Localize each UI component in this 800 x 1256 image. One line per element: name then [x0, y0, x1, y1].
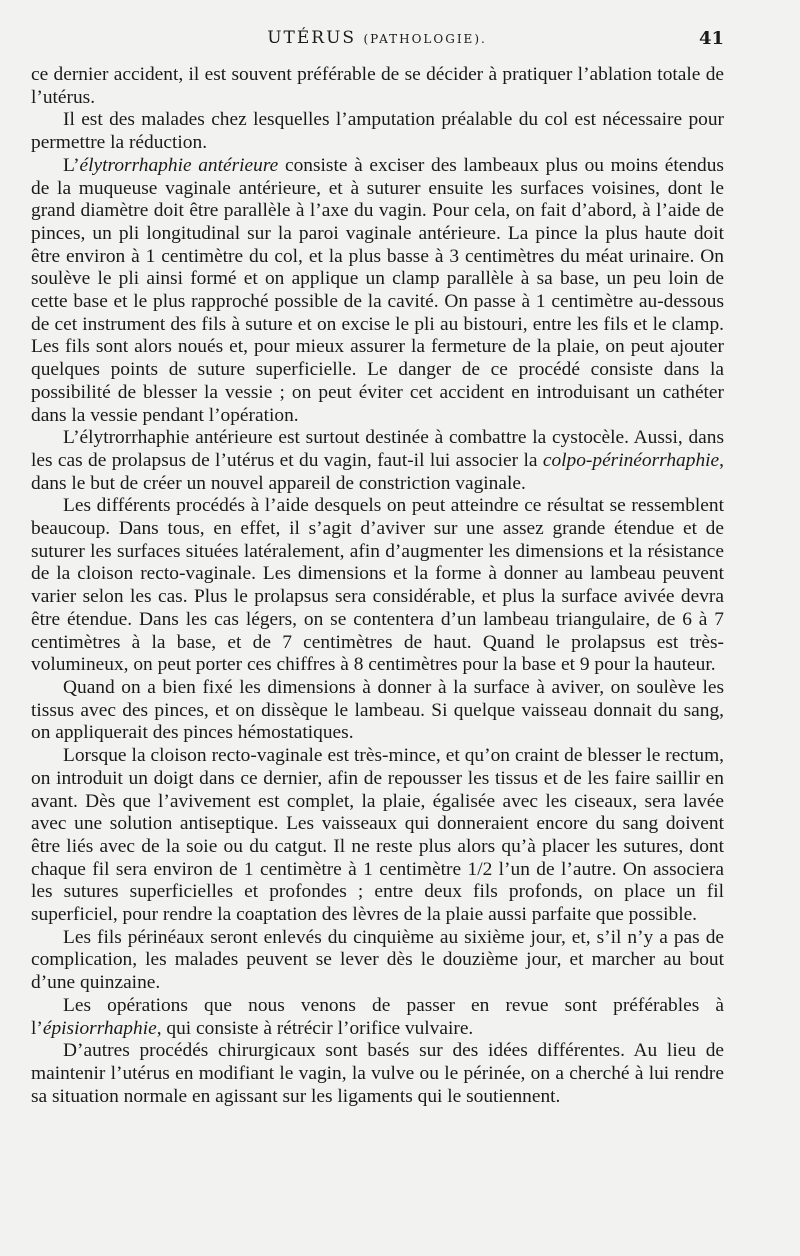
- paragraph-text: consiste à exciser des lambeaux plus ou moins étendus de la muqueuse vaginale antérieure, et à suturer ensuite les surfaces voisines, dont le grand diamètre doit être parallèle à l’axe du vagin. Pour cela, on fait d’abord, à l’aide de pinces, un pli longitudinal sur la paroi vaginale antérieure. La pince la plus haute doit être environ à 1 centimètre du col, et la plus basse à 3 centimètres du méat urinaire. On soulève le pli ainsi formé et on applique un clamp parallèle à sa base, un peu loin de cette base et le plus rapproché possible de la cavité. On passe à 1 centimètre au-dessous de cet instrument des fils à suture et on excise le pli au bistouri, entre les fils et le clamp. Les fils sont alors noués et, pour mieux assurer la fermeture de la plaie, on peut ajouter quelques points de suture superficielle. Le danger de ce procédé consiste dans la possibilité de blesser la vessie ; on peut éviter cet accident en introduisant un cathéter dans la vessie pendant l’opération.: [31, 154, 724, 426]
- paragraph-text: ce dernier accident, il est souvent préférable de se décider à pratiquer l’ablation totale de l’utérus.: [31, 64, 724, 108]
- paragraph-text: L’élytrorrhaphie antérieure est surtout destinée à combattre la cystocèle. Aussi, dans les cas de prolapsus de l’utérus et du vagin, faut-il lui associer la: [31, 427, 724, 471]
- italic-term: élytrorrhaphie antérieure: [79, 154, 279, 176]
- paragraph-text: D’autres procédés chirurgicaux sont basés sur des idées différentes. Au lieu de maintenir l’utérus en modifiant le vagin, la vulve ou le périnée, on a cherché à lui rendre sa situation normale en agissant sur les ligaments qui le soutiennent.: [31, 1040, 724, 1107]
- paragraph-text: Les fils périnéaux seront enlevés du cinquième au sixième jour, et, s’il n’y a pas de complication, les malades peuvent se lever dès le douzième jour, et marcher au bout d’une quinzaine.: [31, 926, 724, 994]
- paragraph: [31, 1040, 724, 1108]
- italic-term: épisiorrhaphie: [42, 1017, 157, 1039]
- paragraph: [31, 677, 724, 745]
- paragraph: [31, 64, 724, 109]
- body-text: [31, 64, 724, 1108]
- paragraph-text: Les opérations que nous venons de passer en revue sont préférables à l’: [31, 994, 724, 1039]
- paragraph-text: L’: [63, 154, 80, 176]
- paragraph-text: Les différents procédés à l’aide desquels on peut atteindre ce résultat se ressemblent beaucoup. Dans tous, en effet, il s’agit d’aviver sur une assez grande étendue et de suturer les surfaces situées latéralement, afin d’augmenter les dimensions et la résistance de la cloison recto-vaginale. Les dimensions et la forme à donner au lambeau peuvent varier selon les cas. Plus le prolapsus sera considérable, et plus la surface avivée devra être étendue. Dans les cas légers, on se contentera d’un lambeau triangulaire, de 6 à 7 centimètres à la base, et de 7 centimètres de haut. Quand le prolapsus est très-volumineux, on peut porter ces chiffres à 8 centimètres pour la base et 9 pour la hauteur.: [31, 495, 724, 676]
- paragraph-text: , dans le but de créer un nouvel appareil de constriction vaginale.: [31, 449, 724, 494]
- paragraph: [31, 427, 724, 495]
- paragraph: [31, 745, 724, 927]
- italic-term: colpo-périnéorrhaphie: [542, 449, 720, 471]
- paragraph: [31, 995, 724, 1040]
- page-number: 41: [698, 28, 724, 49]
- paragraph: [31, 927, 724, 995]
- running-title-main: UTÉRUS: [267, 28, 357, 48]
- paragraph-text: , qui consiste à rétrécir l’orifice vulvaire.: [156, 1017, 474, 1039]
- paragraph: [31, 109, 724, 154]
- paragraph-text: Quand on a bien fixé les dimensions à donner à la surface à aviver, on soulève les tissus avec des pinces, et on dissèque le lambeau. Si quelque vaisseau donnait du sang, on appliquerait des pinces hémostatiques.: [31, 676, 724, 744]
- paragraph: [31, 155, 724, 427]
- paragraph-text: Lorsque la cloison recto-vaginale est très-mince, et qu’on craint de blesser le rectum, on introduit un doigt dans ce dernier, afin de repousser les tissus et de les faire saillir en avant. Dès que l’avivement est complet, la plaie, égalisée avec les ciseaux, sera lavée avec une solution antiseptique. Les vaisseaux qui donneraient encore du sang doivent être liés avec de la soie ou du catgut. Il ne reste plus alors qu’à placer les sutures, dont chaque fil sera environ de 1 centimètre à 1 centimètre 1/2 l’un de l’autre. On associera les sutures superficielles et profondes ; entre deux fils profonds, on place un fil superficiel, pour rendre la coaptation des lèvres de la plaie aussi parfaite que possible.: [31, 745, 724, 926]
- paragraph-text: Il est des malades chez lesquelles l’amputation préalable du col est nécessaire pour permettre la réduction.: [31, 109, 724, 154]
- running-head: [30, 28, 724, 56]
- running-title-sub: (PATHOLOGIE).: [363, 32, 487, 46]
- running-title: [30, 28, 724, 48]
- paragraph: [31, 495, 724, 677]
